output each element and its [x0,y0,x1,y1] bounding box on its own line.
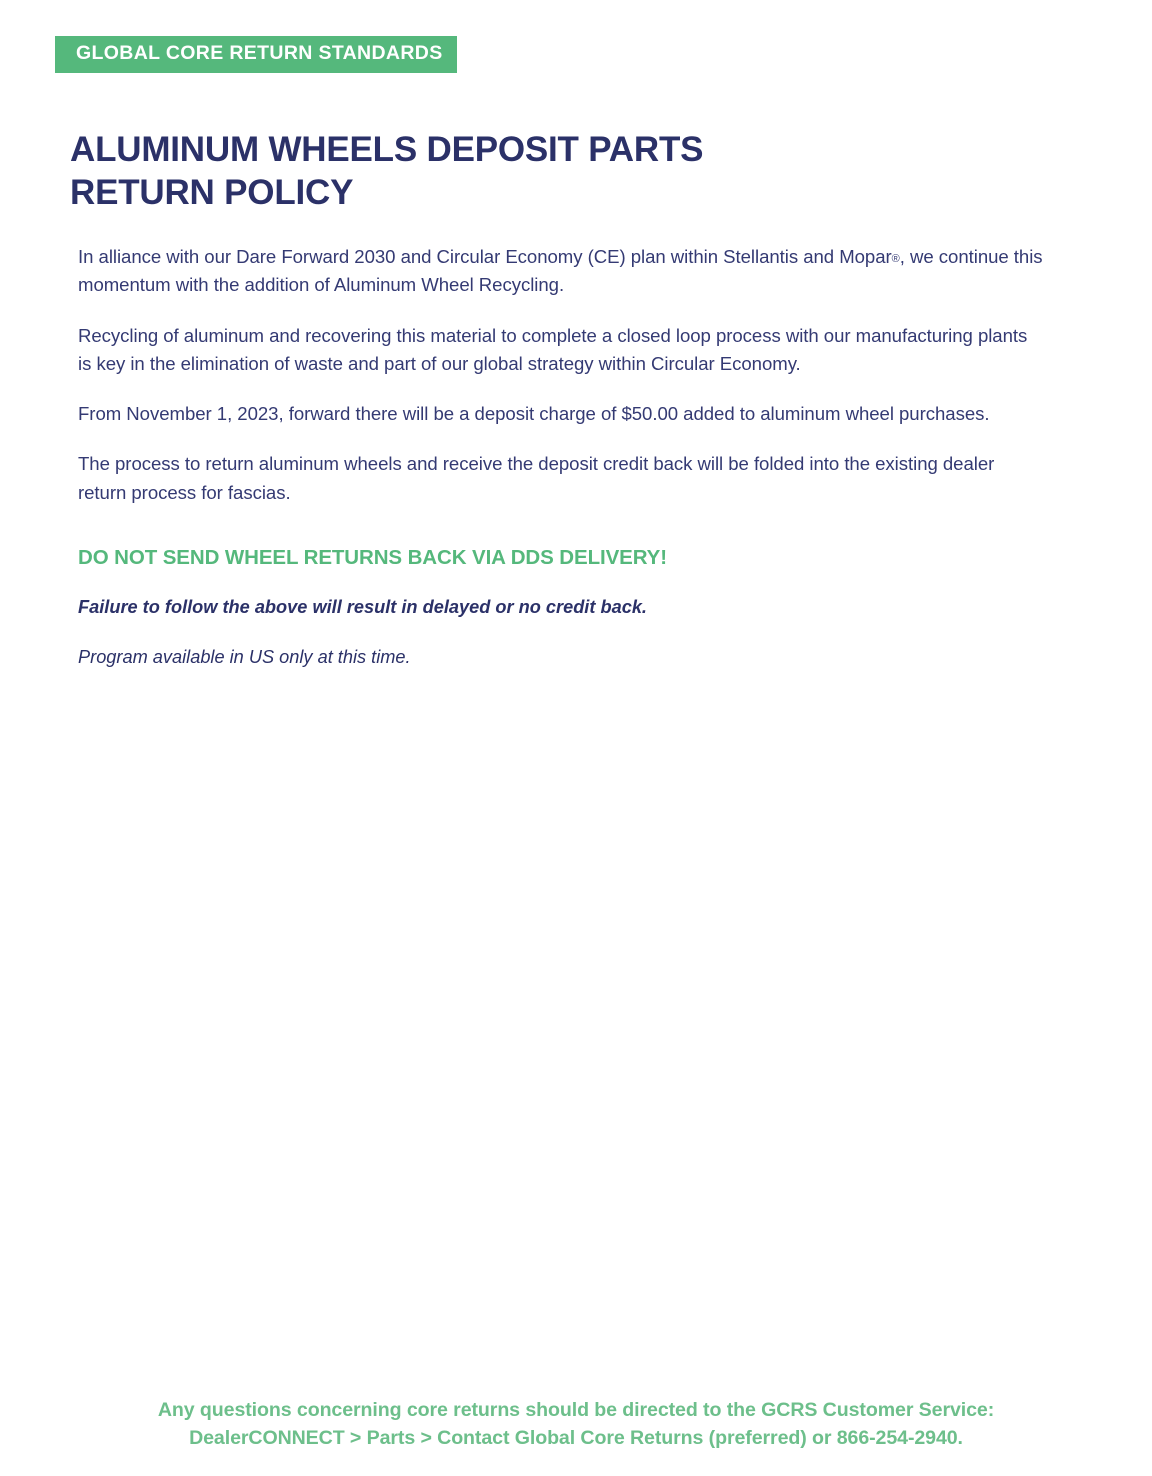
footer-line-2: DealerCONNECT > Parts > Contact Global Core Returns (preferred) or 866-254-2940. [189,1427,963,1450]
page-title-line-2: RETURN POLICY [70,173,354,213]
document-body [78,243,1043,670]
paragraph-return-process: The process to return aluminum wheels and receive the deposit credit back will be folded into the existing dealer return process for fascias. [78,453,995,503]
paragraph-deposit-charge: From November 1, 2023, forward there will be a deposit charge of $50.00 added to aluminum wheel purchases. [78,403,990,424]
paragraph-intro-text-before: In alliance with our Dare Forward 2030 and Circular Economy (CE) plan within Stellantis and Mopar [78,246,892,267]
page-title-line-1: ALUMINUM WHEELS DEPOSIT PARTS [70,130,704,170]
global-core-return-standards-badge: GLOBAL CORE RETURN STANDARDS [55,36,457,73]
paragraph-recycling: Recycling of aluminum and recovering this material to complete a closed loop process with our manufacturing plants is key in the elimination of waste and part of our global strategy within Circular Economy. [78,324,1028,374]
page-footer [0,1396,1152,1453]
eyebrow-badge-container [55,36,457,73]
registered-trademark-icon: ® [891,253,900,265]
note-program-availability: Program available in US only at this time. [78,646,411,667]
paragraph-intro-text-after: , we continue this momentum with the addition of Aluminum Wheel Recycling. [78,246,1043,296]
note-failure-to-follow: Failure to follow the above will result in delayed or no credit back. [78,597,647,618]
footer-line-1: Any questions concerning core returns should be directed to the GCRS Customer Service: [157,1399,995,1421]
warning-heading: DO NOT SEND WHEEL RETURNS BACK VIA DDS DELIVERY! [78,545,667,569]
page-title [70,129,970,214]
paragraph-intro [78,243,1043,300]
